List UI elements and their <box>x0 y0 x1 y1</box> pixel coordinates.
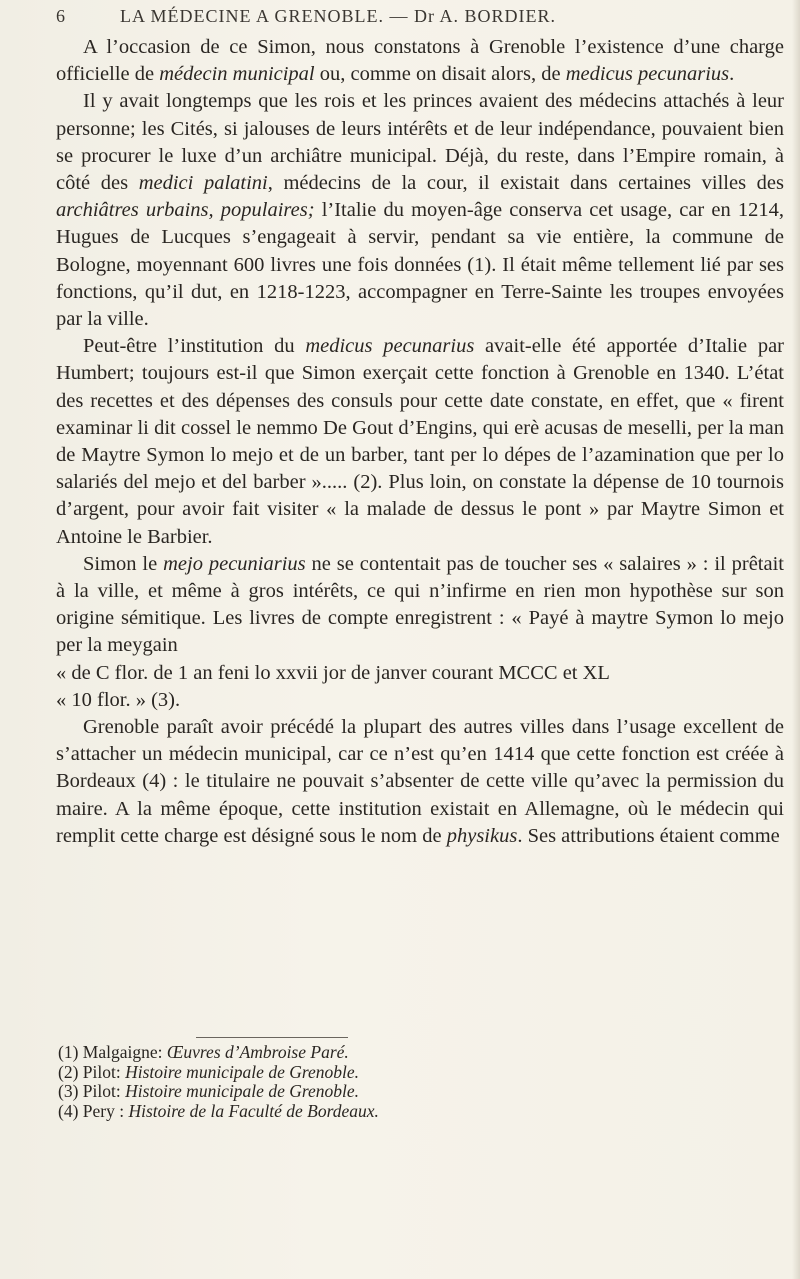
italic-term: archiâtres urbains, populaires; <box>56 199 315 222</box>
text-run: avait-elle été apportée d’Italie par Humbert; toujours est-il que Simon exerçait cette fonction à Grenoble en 1340. L’état des recettes et des dépenses des consuls pour cette date constate, en effet, que « firent examinar li dit cossel le nemmo De Gout d’Engins, qui erè acusas de meselli, per la man de Maytre Symon lo mejo et de un barber, tant per lo dépes de l’azamination que per lo salariés del mejo et del barber »..... (2). Plus loin, on constate la dépense de 10 tournois d’argent, pour avoir fait visiter « la malade de dessus le pont » par Maytre Simon et Antoine le Barbier. <box>56 335 784 548</box>
footnote-1 <box>58 1043 758 1063</box>
footnote-2 <box>58 1063 758 1083</box>
text-run: . Ses attributions étaient comme <box>517 824 780 847</box>
text-run: A l’occasion de ce Simon, nous constatons à Grenoble l’existence d’une charge officielle de <box>56 36 784 86</box>
text-run: l’Italie du moyen-âge conserva cet usage, car en 1214, Hugues de Lucques s’engageait à servir, pendant sa vie entière, la commune de Bologne, moyennant 600 livres une fois données (1). Il était même tellement lié par ses fonctions, qu’il dut, en 1218-1223, accompagner en Terre-Sainte les troupes envoyées par la ville. <box>56 199 784 331</box>
paragraph-4 <box>56 551 784 714</box>
paragraph-3 <box>56 333 784 551</box>
text-run: Simon le <box>83 552 164 575</box>
italic-term: mejo pecuniarius <box>163 552 306 575</box>
text-run: . <box>729 63 735 86</box>
footnote-title: Histoire municipale de Grenoble. <box>125 1081 360 1101</box>
paragraph-5 <box>56 714 784 850</box>
text-run: ou, comme on disait alors, de <box>314 63 566 86</box>
footnote-mark: (1) Malgaigne: <box>58 1042 167 1062</box>
text-run: Grenoble paraît avoir précédé la plupart des autres villes dans l’usage excellent de s’attacher un médecin municipal, car ce n’est qu’en 1414 que cette fonction est créée à Bordeaux (4) : le titulaire ne pouvait s’absenter de cette ville qu’avec la permission du maire. A la même époque, cette institution existait en Allemagne, où le médecin qui remplit cette charge est désigné sous le nom de <box>56 716 784 847</box>
text-run: , médecins de la cour, il existait dans certaines villes des <box>267 172 784 195</box>
italic-term: medici palatini <box>138 172 268 195</box>
footnote-4 <box>58 1102 758 1122</box>
italic-term: physikus <box>446 824 518 847</box>
italic-term: medicus pecunarius <box>565 63 730 86</box>
quote-line: « de C flor. de 1 an feni lo xxvii jor de janver courant MCCC et XL <box>56 661 610 684</box>
footnotes <box>58 1043 758 1121</box>
page-edge-shadow <box>792 0 800 1279</box>
paragraph-2 <box>56 88 784 333</box>
italic-term: medicus pecunarius <box>305 335 475 358</box>
footnote-title: Histoire municipale de Grenoble. <box>125 1061 360 1082</box>
body-text <box>56 34 784 850</box>
footnote-3 <box>58 1082 758 1102</box>
footnote-mark: (4) Pery : <box>58 1100 129 1121</box>
page-number: 6 <box>56 6 66 26</box>
text-run: Il y avait longtemps que les rois et les princes avaient des médecins attachés à leur personne; les Cités, si jalouses de leurs intérêts et de leur indépendance, pouvaient bien se procurer le luxe d’un archiâtre municipal. Déjà, du reste, dans l’Empire romain, à côté des <box>56 90 784 195</box>
footnote-mark: (2) Pilot: <box>58 1061 126 1082</box>
running-title: LA MÉDECINE A GRENOBLE. — Dr A. BORDIER. <box>120 6 556 26</box>
footnote-title: Œuvres d’Ambroise Paré. <box>166 1042 349 1062</box>
quote-line: « 10 flor. » (3). <box>56 688 181 711</box>
footnote-title: Histoire de la Faculté de Bordeaux. <box>128 1100 379 1121</box>
paragraph-1 <box>56 34 784 88</box>
footnote-divider <box>196 1037 348 1038</box>
text-run: Peut-être l’institution du <box>83 335 306 358</box>
running-header <box>56 6 776 34</box>
footnote-mark: (3) Pilot: <box>58 1081 126 1101</box>
italic-term: médecin municipal <box>159 63 315 86</box>
text-run: ne se contentait pas de toucher ses « salaires » : il prêtait à la ville, et même à gros intérêts, ce qui n’infirme en rien mon hypothèse sur son origine sémitique. Les livres de compte enregistrent : « Payé à maytre Symon lo mejo per la meygain <box>56 552 784 657</box>
